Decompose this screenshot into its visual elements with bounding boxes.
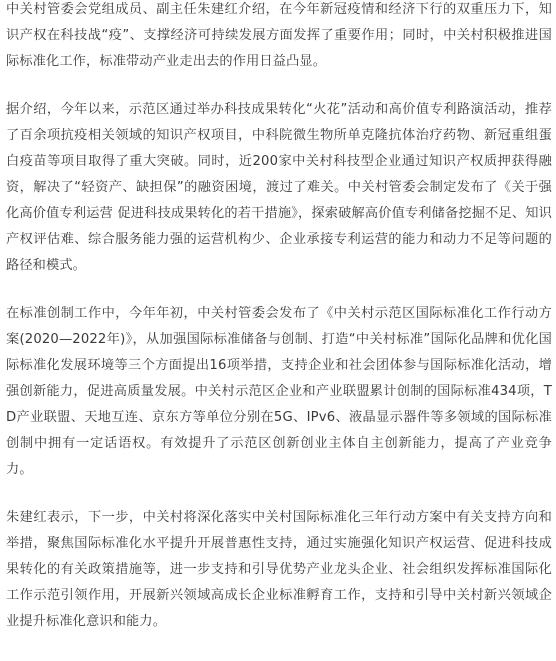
paragraph-next-steps: 朱建红表示，下一步，中关村将深化落实中关村国际标准化三年行动方案中有关支持方向和举措，聚焦国际标准化水平提升开展普惠性支持，通过实施强化知识产权运营、促进科技成果转化的有关政策措施等，进一步支持和引导优势产业龙头企业、社会组织发挥标准国际化工作示范引领作用，开展新兴领域高成长企业标准孵育工作，支持和引导中关村新兴领域企业提升标准化意识和能力。 (6, 510, 552, 629)
article-body (6, 0, 552, 635)
paragraph-ip-achievements: 据介绍，今年以来，示范区通过举办科技成果转化“火花”活动和高价值专利路演活动，推荐了百余项抗疫相关领域的知识产权项目，中科院微生物所单克隆抗体治疗药物、新冠重组蛋白疫苗等项目取得了重大突破。同时，近200家中关村科技型企业通过知识产权质押获得融资，解决了“轻资产、缺担保”的融资困境，渡过了难关。中关村管委会制定发布了《关于强化高价值专利运营 促进科技成果转化的若干措施》，探索破解高价值专利储备挖掘不足、知识产权评估难、综合服务能力强的运营机构少、企业承接专利运营的能力和动力不足等问题的路径和模式。 (6, 102, 552, 273)
paragraph-intro: 中关村管委会党组成员、副主任朱建红介绍，在今年新冠疫情和经济下行的双重压力下，知识产权在科技战“疫”、支撑经济可持续发展方面发挥了重要作用；同时，中关村积极推进国际标准化工作，标准带动产业走出去的作用日益凸显。 (6, 2, 552, 69)
paragraph-standards-work: 在标准创制工作中，今年年初，中关村管委会发布了《中关村示范区国际标准化工作行动方案(2020—2022年)》，从加强国际标准储备与创制、打造“中关村标准”国际化品牌和优化国际标准化发展环境等三个方面提出16项举措，支持企业和社会团体参与国际标准化活动，增强创新能力，促进高质量发展。中关村示范区企业和产业联盟累计创制的国际标准434项，TD产业联盟、天地互连、京东方等单位分别在5G、IPv6、液晶显示器件等多领域的国际标准创制中拥有一定话语权。有效提升了示范区创新创业主体自主创新能力，提高了产业竞争力。 (6, 306, 552, 477)
